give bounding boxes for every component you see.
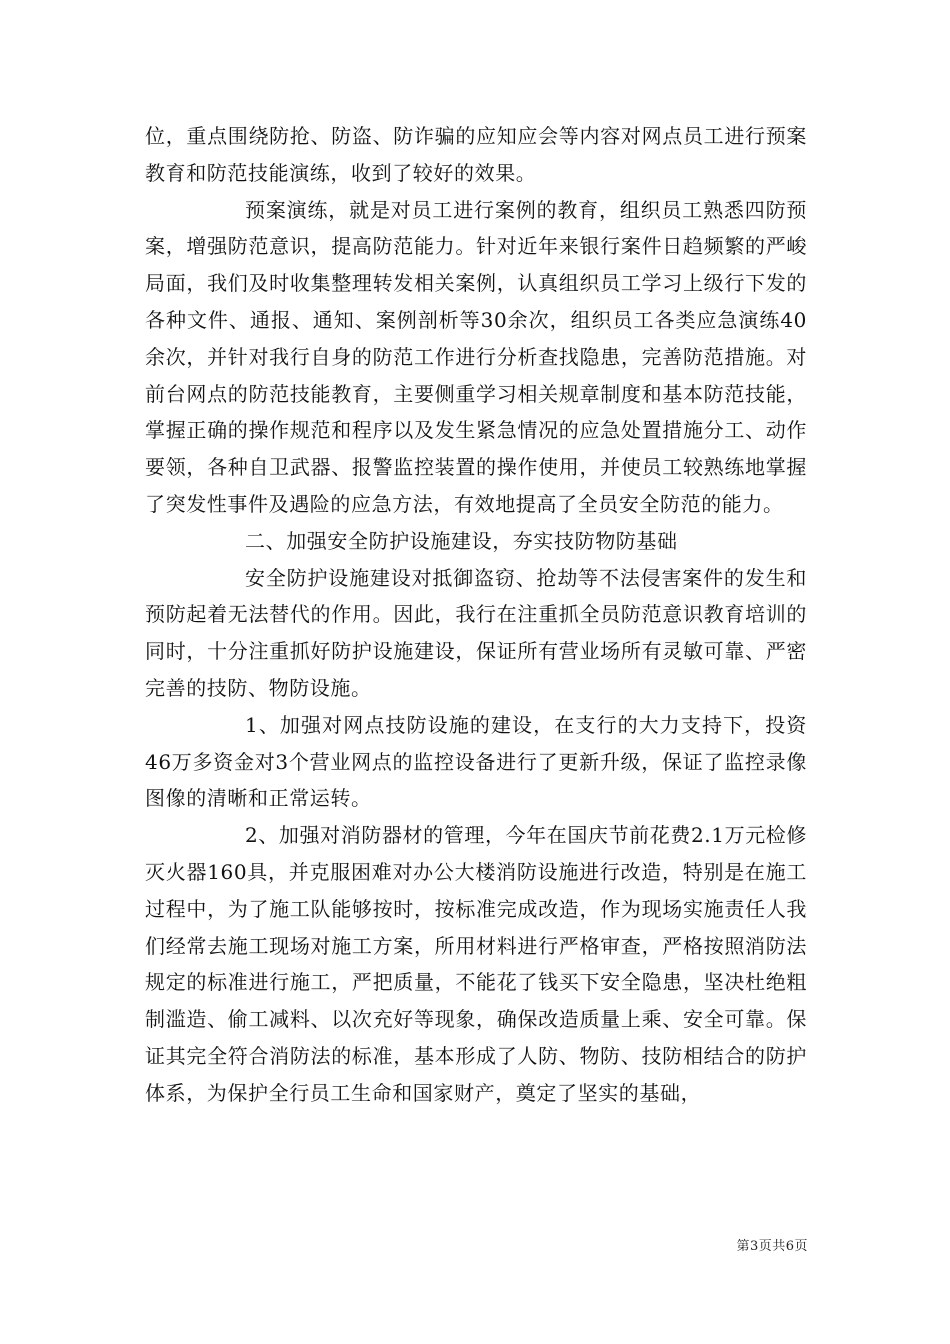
paragraph-fire-equipment: 2、加强对消防器材的管理，今年在国庆节前花费2.1万元检修灭火器160具，并克服困难对办公大楼消防设施进行改造，特别是在施工过程中，为了施工队能够按时，按标准完成改造，作为现场实施责任人我们经常去施工现场对施工方案，所用材料进行严格审查，严格按照消防法规定的标准进行施工，严把质量，不能花了钱买下安全隐患，坚决杜绝粗制滥造、偷工减料、以次充好等现象，确保改造质量上乘、安全可靠。保证其完全符合消防法的标准，基本形成了人防、物防、技防相结合的防护体系，为保护全行员工生命和国家财产，奠定了坚实的基础，	[145, 823, 807, 1105]
section-heading: 二、加强安全防护设施建设，夯实技防物防基础	[245, 528, 678, 553]
paragraph-drill-training: 预案演练，就是对员工进行案例的教育，组织员工熟悉四防预案，增强防范意识，提高防范能力。针对近年来银行案件日趋频繁的严峻局面，我们及时收集整理转发相关案例，认真组织员工学习上级行下发的各种文件、通报、通知、案例剖析等30余次，组织员工各类应急演练40余次，并针对我行自身的防范工作进行分析查找隐患，完善防范措施。对前台网点的防范技能教育，主要侧重学习相关规章制度和基本防范技能，掌握正确的操作规范和程序以及发生紧急情况的应急处置措施分工、动作要领，各种自卫武器、报警监控装置的操作使用，并使员工较熟练地掌握了突发性事件及遇险的应急方法，有效地提高了全员安全防范的能力。	[145, 197, 807, 516]
page-number: 第3页共6页	[736, 1239, 808, 1254]
paragraph-tech-defense: 1、加强对网点技防设施的建设，在支行的大力支持下，投资46万多资金对3个营业网点的监控设备进行了更新升级，保证了监控录像图像的清晰和正常运转。	[145, 712, 807, 811]
paragraph-continuation: 位，重点围绕防抢、防盗、防诈骗的应知应会等内容对网点员工进行预案教育和防范技能演练，收到了较好的效果。	[145, 124, 807, 185]
document-body	[145, 118, 807, 1112]
paragraph-facility-construction: 安全防护设施建设对抵御盗窃、抢劫等不法侵害案件的发生和预防起着无法替代的作用。因此，我行在注重抓全员防范意识教育培训的同时，十分注重抓好防护设施建设，保证所有营业场所有灵敏可靠、严密完善的技防、物防设施。	[145, 565, 807, 700]
